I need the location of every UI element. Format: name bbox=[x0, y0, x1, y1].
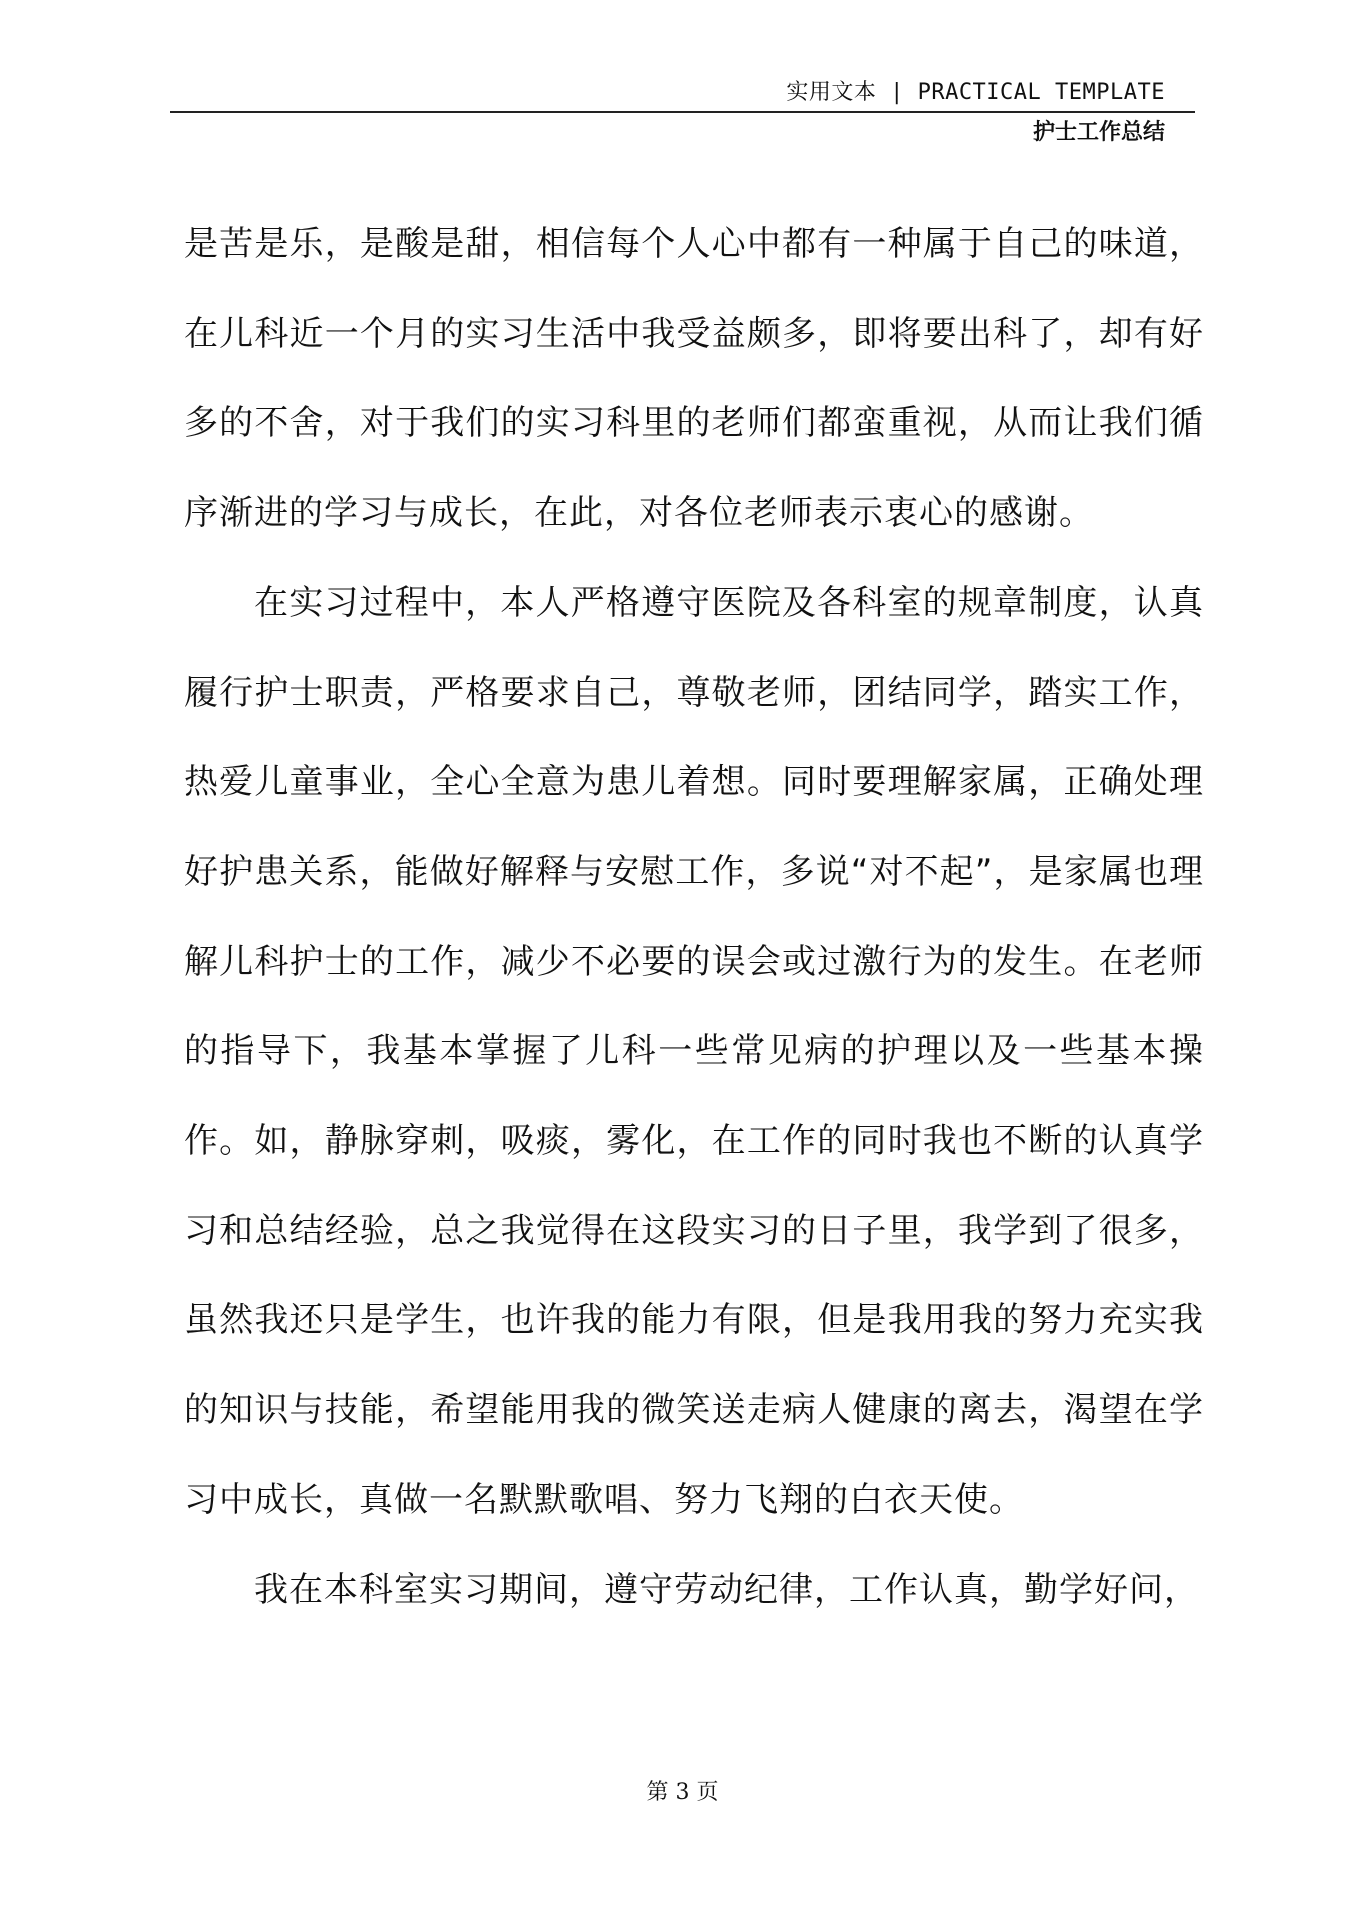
page-number: 第 3 页 bbox=[646, 1780, 719, 1805]
header-subtitle: 护士工作总结 bbox=[1032, 120, 1165, 145]
document-body bbox=[184, 200, 1204, 1635]
header-brand: 实用文本 | PRACTICAL TEMPLATE bbox=[786, 80, 1165, 105]
header-divider bbox=[170, 111, 1195, 113]
paragraph-2: 在实习过程中，本人严格遵守医院及各科室的规章制度，认真履行护士职责，严格要求自己，尊敬老师，团结同学，踏实工作，热爱儿童事业，全心全意为患儿着想。同时要理解家属，正确处理好护患关系，能做好解释与安慰工作，多说“对不起”，是家属也理解儿科护士的工作，减少不必要的误会或过激行为的发生。在老师的指导下，我基本掌握了儿科一些常见病的护理以及一些基本操作。如，静脉穿刺，吸痰，雾化，在工作的同时我也不断的认真学习和总结经验，总之我觉得在这段实习的日子里，我学到了很多，虽然我还只是学生，也许我的能力有限，但是我用我的努力充实我的知识与技能，希望能用我的微笑送走病人健康的离去，渴望在学习中成长，真做一名默默歌唱、努力飞翔的白衣天使。 bbox=[184, 582, 1204, 1520]
page-header bbox=[170, 78, 1195, 148]
paragraph-3: 我在本科室实习期间，遵守劳动纪律，工作认真，勤学好问， bbox=[254, 1569, 1199, 1610]
paragraph-1: 是苦是乐，是酸是甜，相信每个人心中都有一种属于自己的味道，在儿科近一个月的实习生活中我受益颇多，即将要出科了，却有好多的不舍，对于我们的实习科里的老师们都蛮重视，从而让我们循序渐进的学习与成长，在此，对各位老师表示衷心的感谢。 bbox=[184, 224, 1204, 534]
